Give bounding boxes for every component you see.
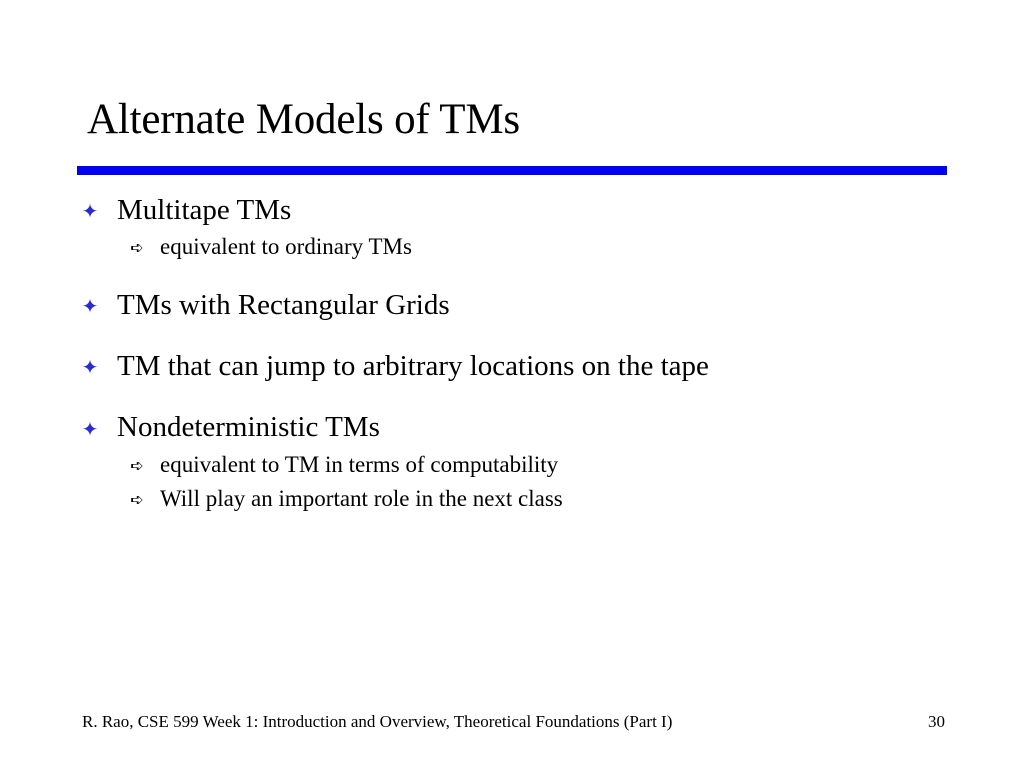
arrow-right-icon: ➪ <box>130 238 144 257</box>
bullet-item-jump-locations: TM that can jump to arbitrary locations on the tape <box>117 350 709 382</box>
arrow-right-icon: ➪ <box>130 490 144 509</box>
page-number: 30 <box>928 712 945 731</box>
bullet-item-multitape: Multitape TMs <box>117 194 292 226</box>
arrow-right-icon: ➪ <box>130 456 144 475</box>
four-point-star-icon: ✦ <box>81 417 99 441</box>
bullet-item-rectangular-grids: TMs with Rectangular Grids <box>117 289 450 321</box>
four-point-star-icon: ✦ <box>81 199 99 223</box>
sub-bullet-equivalent-ordinary: equivalent to ordinary TMs <box>160 234 412 259</box>
four-point-star-icon: ✦ <box>81 294 99 318</box>
footer-course-info: R. Rao, CSE 599 Week 1: Introduction and Overview, Theoretical Foundations (Part I) <box>82 712 673 731</box>
four-point-star-icon: ✦ <box>81 355 99 379</box>
sub-bullet-important-role: Will play an important role in the next class <box>160 486 563 511</box>
slide-title: Alternate Models of TMs <box>87 96 520 143</box>
sub-bullet-computability: equivalent to TM in terms of computability <box>160 452 559 477</box>
bullet-item-nondeterministic: Nondeterministic TMs <box>117 411 380 443</box>
